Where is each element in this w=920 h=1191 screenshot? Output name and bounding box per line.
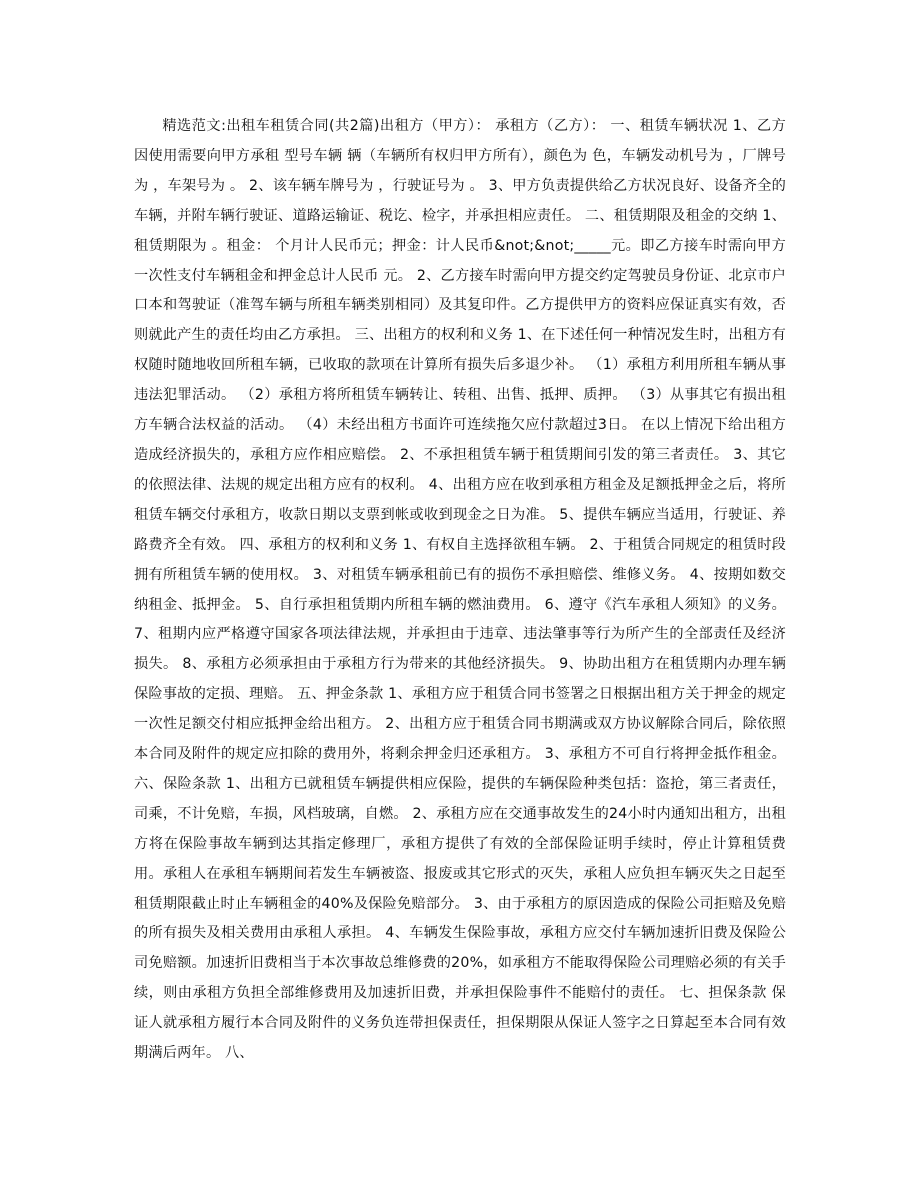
contract-body-text: 精选范文:出租车租赁合同(共2篇)出租方（甲方）： 承租方（乙方）： 一、租赁车辆状况 1、乙方因使用需要向甲方承租 型号车辆 辆（车辆所有权归甲方所有），颜色为 色，车辆发动机号为 ，厂牌号为 ，车架号为 。 2、该车辆车牌号为 ，行驶证号为 。 3、甲方负责提供给乙方状况良好、设备齐全的车辆，并附车辆行驶证、道路运输证、税讫、检字，并承担相应责任。 二、租赁期限及租金的交纳 1、租赁期限为 。租金： 个月计人民币元；押金：计人民币&not;&not;_____元。即乙方接车时需向甲方一次性支付车辆租金和押金总计人民币 元。 2、乙方接车时需向甲方提交约定驾驶员身份证、北京市户口本和驾驶证（准驾车辆与所租车辆类别相同）及其复印件。乙方提供甲方的资料应保证真实有效，否则就此产生的责任均由乙方承担。 三、出租方的权利和义务 1、在下述任何一种情况发生时，出租方有权随时随地收回所租车辆，已收取的款项在计算所有损失后多退少补。 （1）承租方利用所租车辆从事违法犯罪活动。 （2）承租方将所租赁车辆转让、转租、出售、抵押、质押。 （3）从事其它有损出租方车辆合法权益的活动。 （4）未经出租方书面许可连续拖欠应付款超过3日。 在以上情况下给出租方造成经济损失的，承租方应作相应赔偿。 2、不承担租赁车辆于租赁期间引发的第三者责任。 3、其它的依照法律、法规的规定出租方应有的权利。 4、出租方应在收到承租方租金及足额抵押金之后，将所租赁车辆交付承租方，收款日期以支票到帐或收到现金之日为准。 5、提供车辆应当适用，行驶证、养路费齐全有效。 四、承租方的权利和义务 1、有权自主选择欲租车辆。 2、于租赁合同规定的租赁时段拥有所租赁车辆的使用权。 3、对租赁车辆承租前已有的损伤不承担赔偿、维修义务。 4、按期如数交纳租金、抵押金。 5、自行承担租赁期内所租车辆的燃油费用。 6、遵守《汽车承租人须知》的义务。 7、租期内应严格遵守国家各项法律法规，并承担由于违章、违法肇事等行为所产生的全部责任及经济损失。 8、承租方必须承担由于承租方行为带来的其他经济损失。 9、协助出租方在租赁期内办理车辆保险事故的定损、理赔。 五、押金条款 1、承租方应于租赁合同书签署之日根据出租方关于押金的规定一次性足额交付相应抵押金给出租方。 2、出租方应于租赁合同书期满或双方协议解除合同后，除依照本合同及附件的规定应扣除的费用外，将剩余押金归还承租方。 3、承租方不可自行将押金抵作租金。 六、保险条款 1、出租方已就租赁车辆提供相应保险，提供的车辆保险种类包括：盗抢，第三者责任，司乘，不计免赔，车损，风档玻璃，自燃。 2、承租方应在交通事故发生的24小时内通知出租方，出租方将在保险事故车辆到达其指定修理厂，承租方提供了有效的全部保险证明手续时，停止计算租赁费用。承租人在承租车辆期间若发生车辆被盗、报废或其它形式的灭失，承租人应负担车辆灭失之日起至租赁期限截止时止车辆租金的40%及保险免赔部分。 3、由于承租方的原因造成的保险公司拒赔及免赔的所有损失及相关费用由承租人承担。 4、车辆发生保险事故，承租方应交付车辆加速折旧费及保险公司免赔额。加速折旧费相当于本次事故总维修费的20%，如承租方不能取得保险公司理赔必须的有关手续，则由承租方负担全部维修费用及加速折旧费，并承担保险事件不能赔付的责任。 七、担保条款 保证人就承租方履行本合同及附件的义务负连带担保责任，担保期限从保证人签字之日算起至本合同有效期满后两年。 八、 xyxy=(134,118,786,1062)
document-page xyxy=(134,112,786,1069)
